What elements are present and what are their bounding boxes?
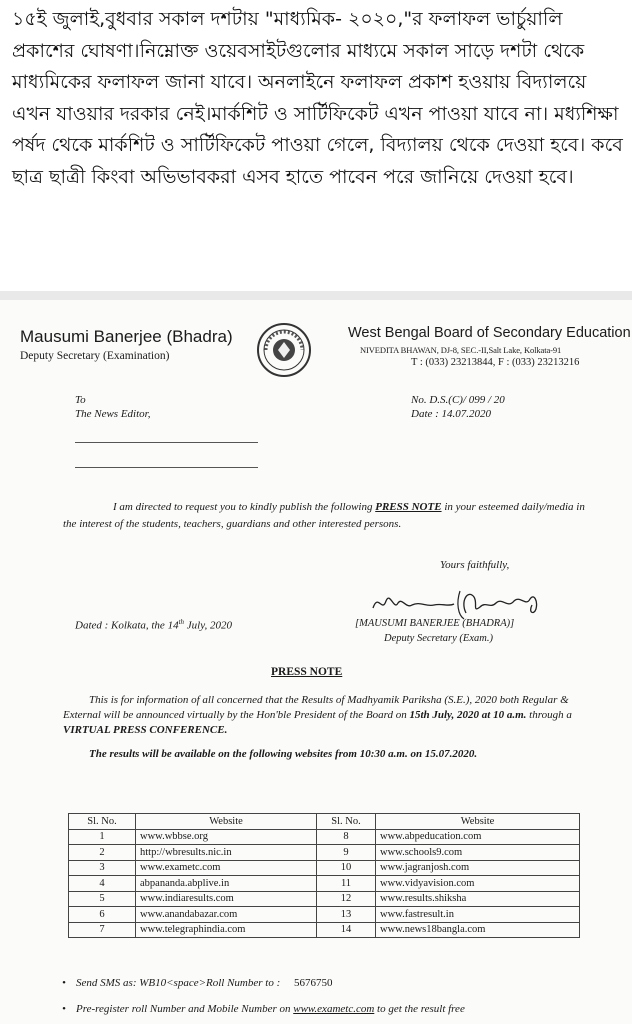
website-cell: www.schools9.com: [376, 845, 580, 861]
serial-number-cell: 4: [69, 876, 136, 892]
website-cell: www.exametc.com: [136, 860, 317, 876]
website-cell: www.vidyavision.com: [376, 876, 580, 892]
press-letter: [0, 300, 632, 1024]
serial-number-cell: 11: [317, 876, 376, 892]
address-line: [75, 442, 258, 443]
table-row: [69, 845, 580, 861]
table-header-row: [69, 814, 580, 830]
serial-number-cell: 9: [317, 845, 376, 861]
serial-number-cell: 10: [317, 860, 376, 876]
recipient-name: The News Editor,: [75, 408, 151, 420]
table-row: [69, 860, 580, 876]
serial-number-cell: 2: [69, 845, 136, 861]
website-cell: www.telegraphindia.com: [136, 922, 317, 938]
column-header: Website: [376, 814, 580, 830]
handwritten-signature: [368, 583, 543, 623]
reference-date: Date : 14.07.2020: [411, 408, 492, 420]
website-cell: www.anandabazar.com: [136, 907, 317, 923]
bullet-icon: •: [62, 1003, 66, 1015]
board-seal-logo: [256, 322, 312, 378]
column-header: Website: [136, 814, 317, 830]
dated-line: Dated : Kolkata, the 14th July, 2020: [75, 618, 232, 632]
reference-number: No. D.S.(C)/ 099 / 20: [411, 394, 505, 406]
board-name: West Bengal Board of Secondary Education: [348, 325, 631, 341]
website-cell: www.news18bangla.com: [376, 922, 580, 938]
recipient-label: To: [75, 394, 86, 406]
sms-instruction: • Send SMS as: WB10<space>Roll Number to : 5676750: [62, 977, 333, 989]
news-caption: ১৫ই জুলাই,বুধবার সকাল দশটায় "মাধ্যমিক- ২০২০,"র ফলাফল ভার্চুয়ালি প্রকাশের ঘোষণা।নিম্নোক্ত ওয়েবসাইটগুলোর মাধ্যমে সকাল সাড়ে দশটা থেকে মাধ্যমিকের ফলাফল জানা যাবে। অনলাইনে ফলাফল প্রকাশ হওয়ায় বিদ্যালয়ে এখন যাওয়ার দরকার নেই।মার্কশিট ও সার্টিফিকেট এখন পাওয়া যাবে না। মধ্যশিক্ষা পর্ষদ থেকে মার্কশিট ও সার্টিফিকেট পাওয়া গেলে, বিদ্যালয় থেকে দেওয়া হবে। কবে ছাত্র ছাত্রী কিংবা অভিভাবকরা এসব হাতে পাবেন পরে জানিয়ে দেওয়া হবে।: [12, 8, 623, 188]
bullet-icon: •: [62, 977, 66, 989]
table-row: [69, 891, 580, 907]
exametc-link[interactable]: www.exametc.com: [293, 1003, 375, 1015]
serial-number-cell: 7: [69, 922, 136, 938]
website-cell: www.abpeducation.com: [376, 829, 580, 845]
signatory-name: [MAUSUMI BANERJEE (BHADRA)]: [355, 618, 515, 629]
column-header: Sl. No.: [69, 814, 136, 830]
serial-number-cell: 13: [317, 907, 376, 923]
serial-number-cell: 12: [317, 891, 376, 907]
availability-paragraph: The results will be available on the following websites from 10:30 a.m. on 15.07.2020.: [89, 748, 478, 760]
website-cell: www.jagranjosh.com: [376, 860, 580, 876]
sender-title: Deputy Secretary (Examination): [20, 350, 170, 362]
press-note-heading: PRESS NOTE: [271, 666, 343, 678]
column-header: Sl. No.: [317, 814, 376, 830]
serial-number-cell: 3: [69, 860, 136, 876]
table-row: [69, 907, 580, 923]
preregister-instruction: • Pre-register roll Number and Mobile Number on www.exametc.com to get the result free: [62, 1003, 465, 1015]
request-paragraph: I am directed to request you to kindly publish the following PRESS NOTE in your esteemed daily/media in the interest of the students, teachers, guardians and other interested persons.: [63, 501, 585, 530]
website-cell: abpananda.abplive.in: [136, 876, 317, 892]
websites-table: [68, 813, 580, 938]
serial-number-cell: 8: [317, 829, 376, 845]
website-cell: www.wbbse.org: [136, 829, 317, 845]
board-address: NIVEDITA BHAWAN, DJ-8, SEC.-II,Salt Lake, Kolkata-91: [360, 345, 562, 355]
table-row: [69, 922, 580, 938]
sms-number: 5676750: [294, 977, 333, 989]
sender-name: Mausumi Banerjee (Bhadra): [20, 327, 233, 346]
table-row: [69, 876, 580, 892]
website-cell: www.fastresult.in: [376, 907, 580, 923]
address-line: [75, 467, 258, 468]
board-phone: T : (033) 23213844, F : (033) 23213216: [411, 357, 580, 368]
press-note-paragraph: This is for information of all concerned that the Results of Madhyamik Pariksha (S.E.), 2020 both Regular & External will be announced virtually by the Hon'ble President of the Board on 15th July, 2020 at 10 a.m. through a VIRTUAL PRESS CONFERENCE.: [63, 694, 572, 736]
serial-number-cell: 1: [69, 829, 136, 845]
serial-number-cell: 14: [317, 922, 376, 938]
website-cell: www.results.shiksha: [376, 891, 580, 907]
signatory-title: Deputy Secretary (Exam.): [384, 633, 493, 644]
table-row: [69, 829, 580, 845]
website-cell: http://wbresults.nic.in: [136, 845, 317, 861]
website-cell: www.indiaresults.com: [136, 891, 317, 907]
serial-number-cell: 6: [69, 907, 136, 923]
serial-number-cell: 5: [69, 891, 136, 907]
closing: Yours faithfully,: [440, 559, 510, 571]
separator: [0, 291, 632, 300]
